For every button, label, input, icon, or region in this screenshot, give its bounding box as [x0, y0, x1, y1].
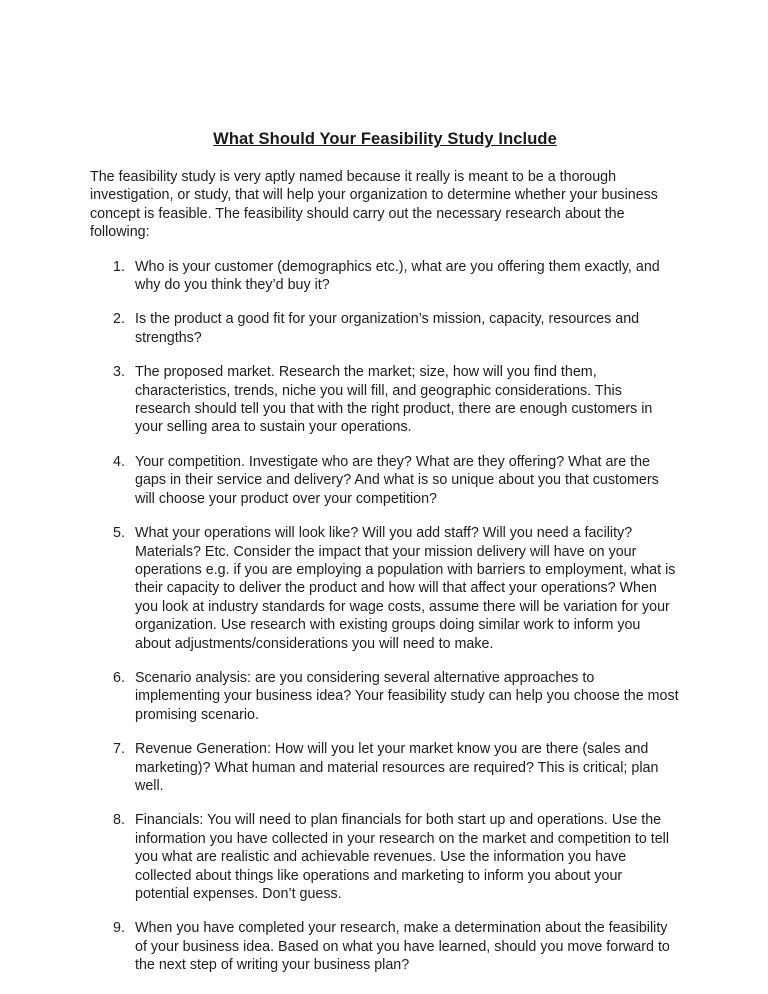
list-item — [90, 363, 680, 437]
list-item — [90, 258, 680, 295]
list-item-number: 6. — [113, 669, 125, 686]
list-item-text: Scenario analysis: are you considering several alternative approaches to implementing your business idea? Your feasibility study can help you choose the most promising scenario. — [135, 669, 679, 723]
list-item-text: Who is your customer (demographics etc.), what are you offering them exactly, and why do you think they’d buy it? — [135, 258, 660, 294]
intro-paragraph: The feasibility study is very aptly named because it really is meant to be a thorough investigation, or study, that will help your organization to determine whether your business concept is feasible. The feasibility should carry out the necessary research about the following: — [90, 169, 658, 241]
document-content — [90, 130, 680, 991]
list-item — [90, 310, 680, 347]
list-item-number: 9. — [113, 920, 125, 937]
list-item-number: 5. — [113, 525, 125, 542]
list-item-text: What your operations will look like? Will you add staff? Will you need a facility? Materials? Etc. Consider the impact that your mission delivery will have on your operations e.g. if you are employing a population with barriers to employment, what is their capacity to deliver the product and how will that affect your operations? When you look at industry standards for wage costs, assume there will be variation for your organization. Use research with existing groups doing similar work to inform you about adjustments/considerations you will need to make. — [135, 525, 676, 652]
document-title: What Should Your Feasibility Study Include — [213, 130, 557, 148]
list-item — [90, 811, 680, 903]
list-item — [90, 524, 680, 653]
list-item-number: 4. — [113, 453, 125, 470]
list-item — [90, 669, 680, 724]
list-item-text: Financials: You will need to plan financials for both start up and operations. Use the information you have collected in your research on the market and competition to tell you what are realistic and achievable revenues. Use the information you have collected about things like operations and marketing to inform you about your potential expenses. Don’t guess. — [135, 812, 670, 902]
numbered-list — [90, 258, 680, 975]
list-item-number: 1. — [113, 258, 125, 275]
list-item-number: 8. — [113, 812, 125, 829]
list-item-text: Is the product a good fit for your organization’s mission, capacity, resources and strengths? — [135, 311, 640, 346]
list-item-number: 2. — [113, 311, 125, 328]
list-item-text: Revenue Generation: How will you let your market know you are there (sales and marketing)? What human and material resources are required? This is critical; plan well. — [135, 741, 659, 794]
list-item-number: 7. — [113, 741, 125, 758]
list-item — [90, 740, 680, 795]
list-item-text: The proposed market. Research the market; size, how will you find them, characteristics, trends, niche you will fill, and geographic considerations. This research should tell you that with the right product, there are enough customers in your selling area to sustain your operations. — [135, 364, 653, 436]
list-item-number: 3. — [113, 364, 125, 381]
list-item-text: Your competition. Investigate who are they? What are they offering? What are the gaps in their service and delivery? And what is so unique about you that customers will choose your product over your competition? — [135, 453, 659, 507]
list-item — [90, 453, 680, 508]
list-item — [90, 919, 680, 974]
list-item-text: When you have completed your research, make a determination about the feasibility of your business idea. Based on what you have learned, should you move forward to the next step of writing your business plan? — [135, 920, 670, 974]
